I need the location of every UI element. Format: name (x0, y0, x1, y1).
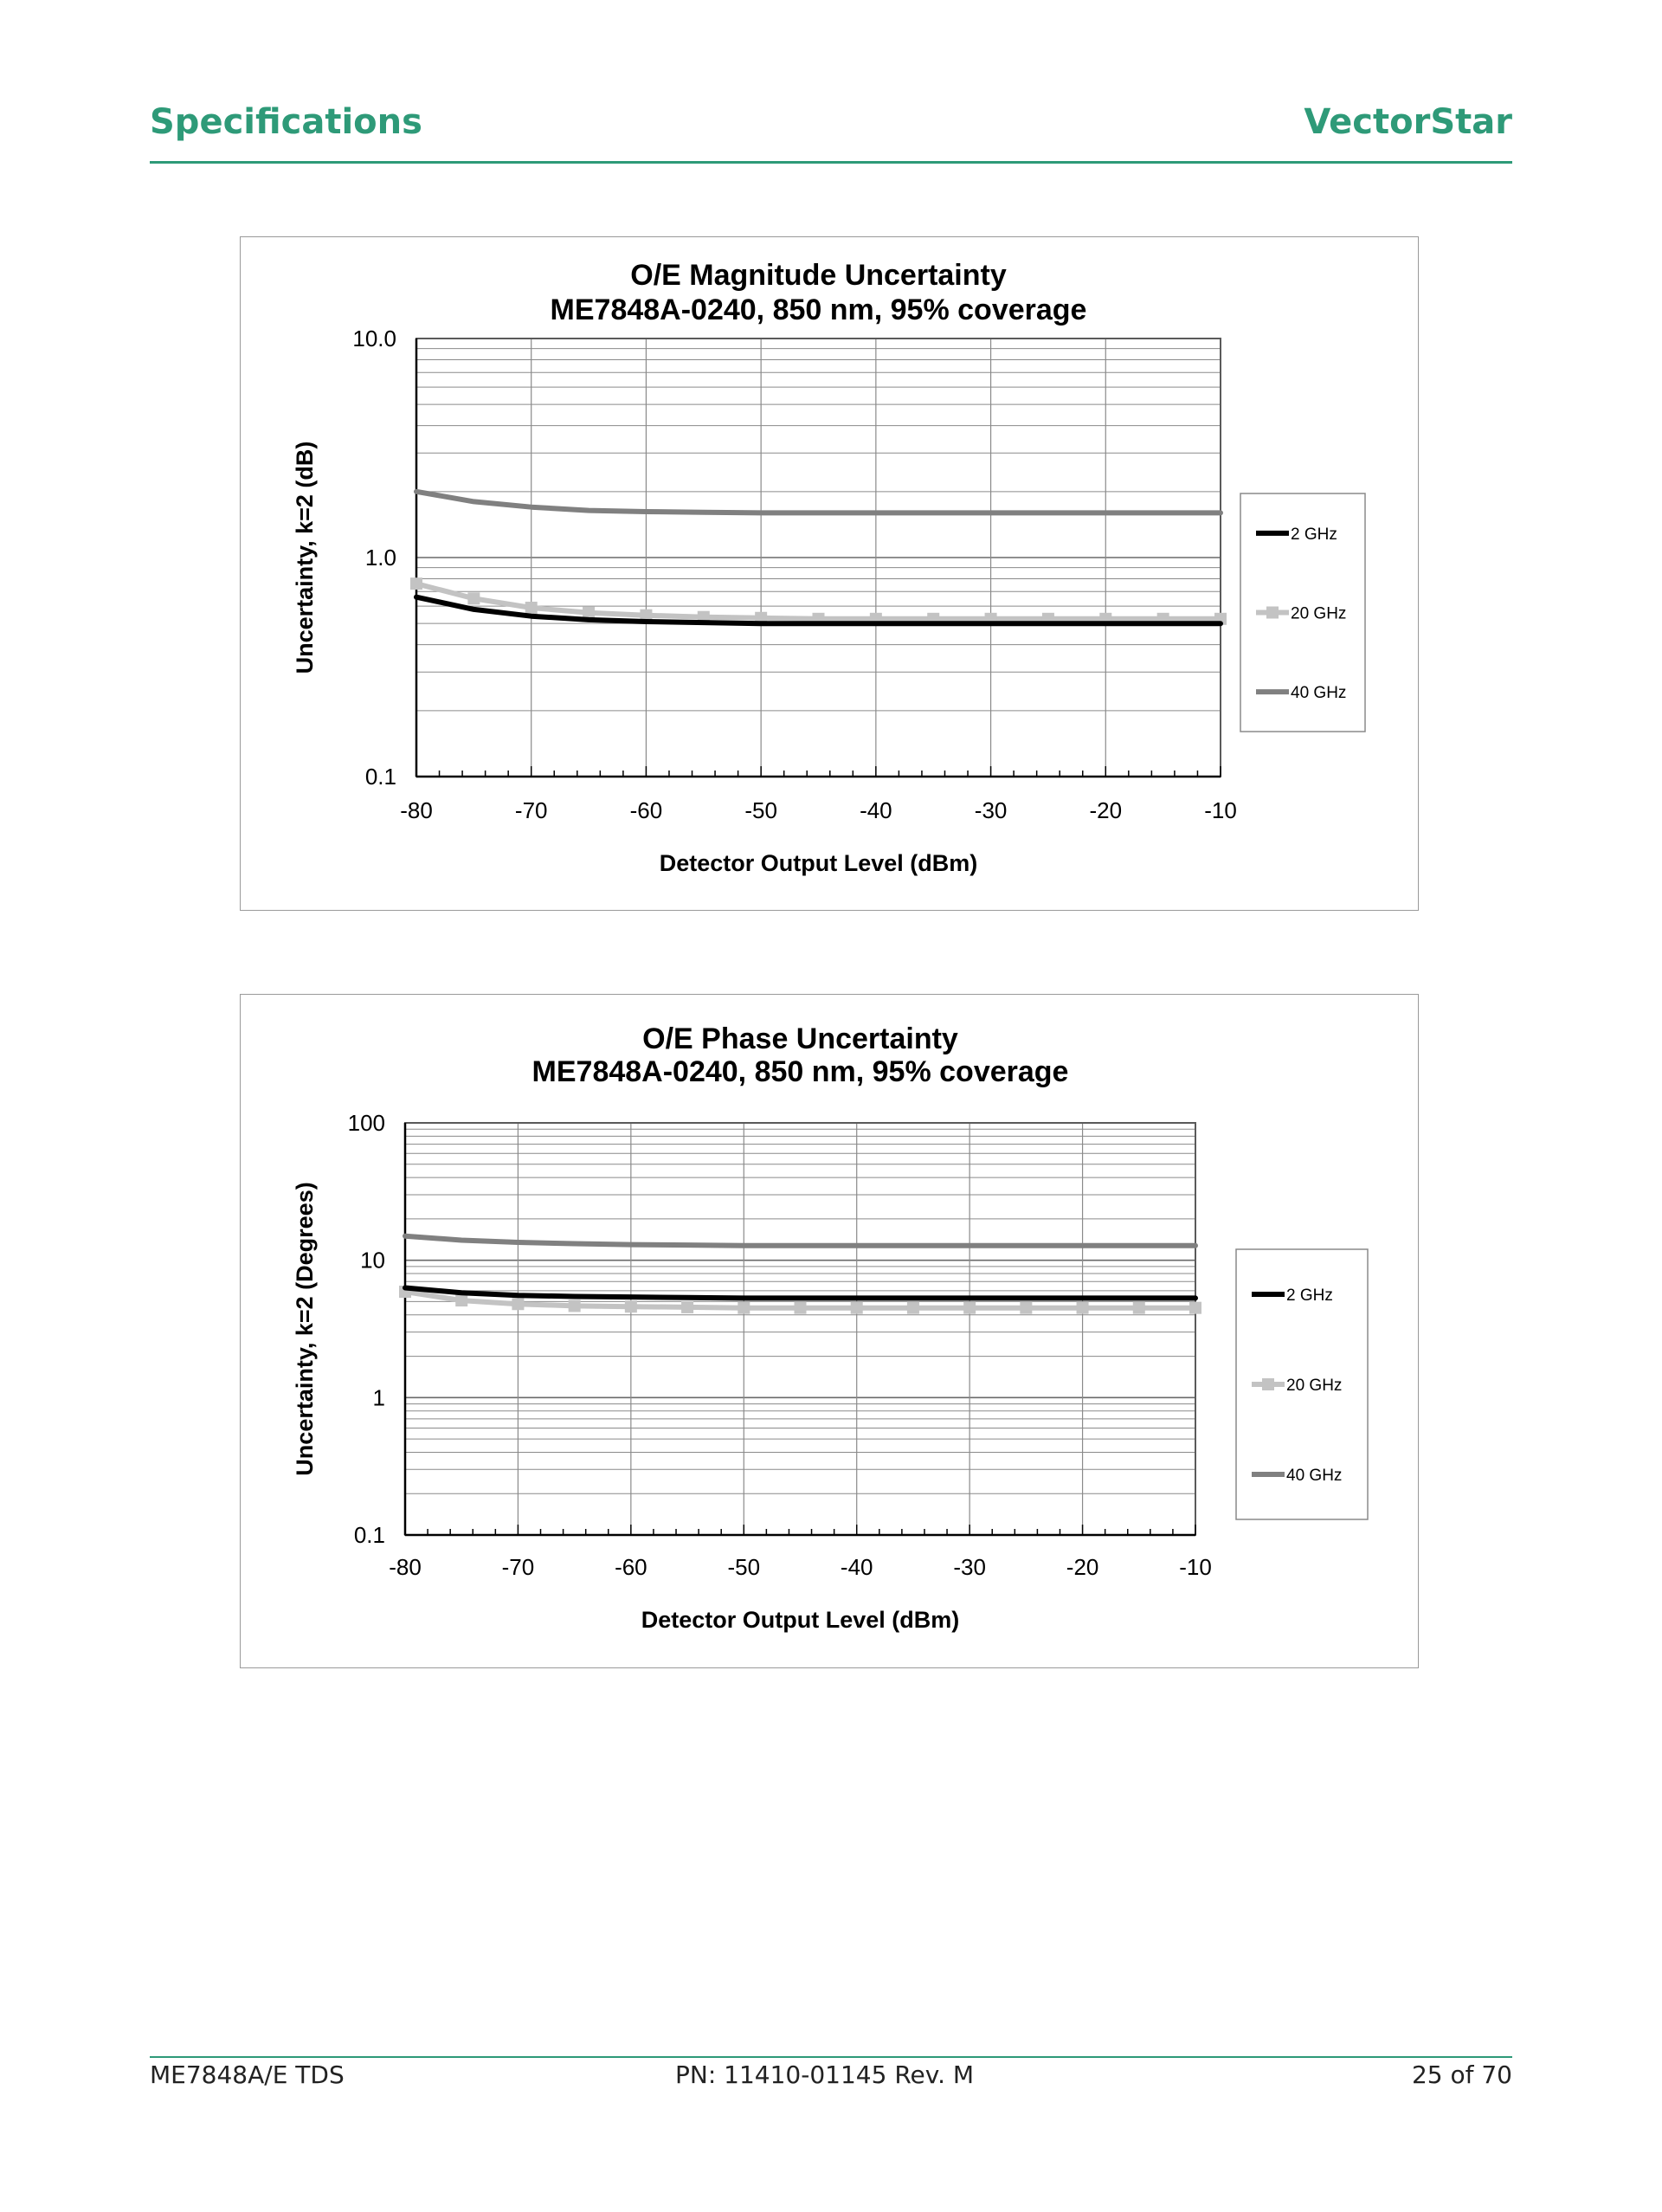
data-point-20ghz (1077, 1302, 1089, 1314)
data-point-20ghz (738, 1302, 750, 1314)
x-tick-label: -60 (615, 1554, 647, 1580)
data-point-20ghz (455, 1294, 467, 1306)
x-tick-label: -20 (1066, 1554, 1099, 1580)
data-point-20ghz (1133, 1302, 1145, 1314)
magnitude-uncertainty-chart (240, 236, 1419, 911)
y-tick-label: 10.0 (352, 326, 396, 351)
data-point-20ghz (625, 1300, 637, 1312)
x-tick-label: -70 (501, 1554, 535, 1580)
legend-entry: 2 GHz (1286, 1287, 1333, 1305)
x-tick-label: -70 (514, 797, 548, 823)
data-point-20ghz (569, 1299, 581, 1312)
x-tick-label: -80 (389, 1554, 422, 1580)
product-name: VectorStar (1304, 102, 1512, 142)
x-tick-label: -20 (1089, 797, 1123, 823)
y-tick-label: 10 (360, 1247, 385, 1274)
y-axis-label: Uncertainty, k=2 (Degrees) (292, 1182, 318, 1476)
series-line-2-ghz (405, 1288, 1195, 1299)
chart-subtitle: ME7848A-0240, 850 nm, 95% coverage (531, 1055, 1069, 1088)
x-tick-label: -50 (744, 797, 777, 823)
x-tick-label: -40 (840, 1554, 873, 1580)
y-tick-label: 1 (372, 1384, 385, 1411)
chart-title: O/E Phase Uncertainty (642, 1022, 958, 1055)
data-point-20ghz (963, 1302, 976, 1314)
section-title: Specifications (150, 102, 422, 142)
header-divider (150, 161, 1512, 164)
data-point-20ghz (851, 1302, 863, 1314)
legend-entry: 2 GHz (1291, 525, 1337, 544)
x-axis-label: Detector Output Level (dBm) (641, 1607, 960, 1633)
legend-entry: 20 GHz (1291, 604, 1347, 623)
x-tick-label: -10 (1179, 1554, 1212, 1580)
data-point-20ghz (1020, 1302, 1032, 1314)
data-point-20ghz (512, 1298, 524, 1310)
y-tick-label: 1.0 (364, 545, 396, 571)
x-tick-label: -80 (400, 797, 433, 823)
x-tick-label: -30 (974, 797, 1008, 823)
legend-entry: 40 GHz (1291, 684, 1347, 703)
data-point-20ghz (681, 1301, 693, 1313)
legend-entry: 40 GHz (1286, 1467, 1343, 1485)
data-point-20ghz (795, 1302, 807, 1314)
chart-title: O/E Magnitude Uncertainty (630, 259, 1007, 292)
data-point-20ghz (467, 592, 480, 604)
y-tick-label: 100 (347, 1110, 385, 1136)
x-tick-label: -60 (629, 797, 663, 823)
legend-entry: 20 GHz (1286, 1377, 1343, 1395)
phase-chart-svg (241, 995, 1418, 1667)
x-tick-label: -10 (1204, 797, 1237, 823)
y-axis-label: Uncertainty, k=2 (dB) (292, 441, 318, 674)
magnitude-chart-svg (241, 237, 1418, 910)
data-point-20ghz (410, 577, 422, 590)
data-point-20ghz (525, 602, 538, 614)
x-tick-label: -30 (953, 1554, 986, 1580)
data-point-20ghz (907, 1302, 919, 1314)
footer-divider (150, 2056, 1512, 2058)
data-point-20ghz (1189, 1302, 1201, 1314)
chart-subtitle: ME7848A-0240, 850 nm, 95% coverage (550, 293, 1087, 326)
page-number: 25 of 70 (1411, 2060, 1512, 2089)
legend-swatch-marker (1266, 607, 1279, 619)
plot-area-border (405, 1123, 1195, 1535)
series-line-40-ghz (405, 1236, 1195, 1246)
part-number: PN: 11410-01145 Rev. M (675, 2060, 975, 2089)
y-tick-label: 0.1 (364, 764, 396, 790)
doc-name: ME7848A/E TDS (150, 2060, 345, 2089)
x-tick-label: -50 (727, 1554, 761, 1580)
x-axis-label: Detector Output Level (dBm) (659, 850, 978, 876)
phase-uncertainty-chart (240, 994, 1419, 1668)
series-line-40-ghz (416, 492, 1221, 513)
y-tick-label: 0.1 (353, 1522, 385, 1548)
legend-swatch-marker (1262, 1378, 1274, 1390)
x-tick-label: -40 (860, 797, 892, 823)
